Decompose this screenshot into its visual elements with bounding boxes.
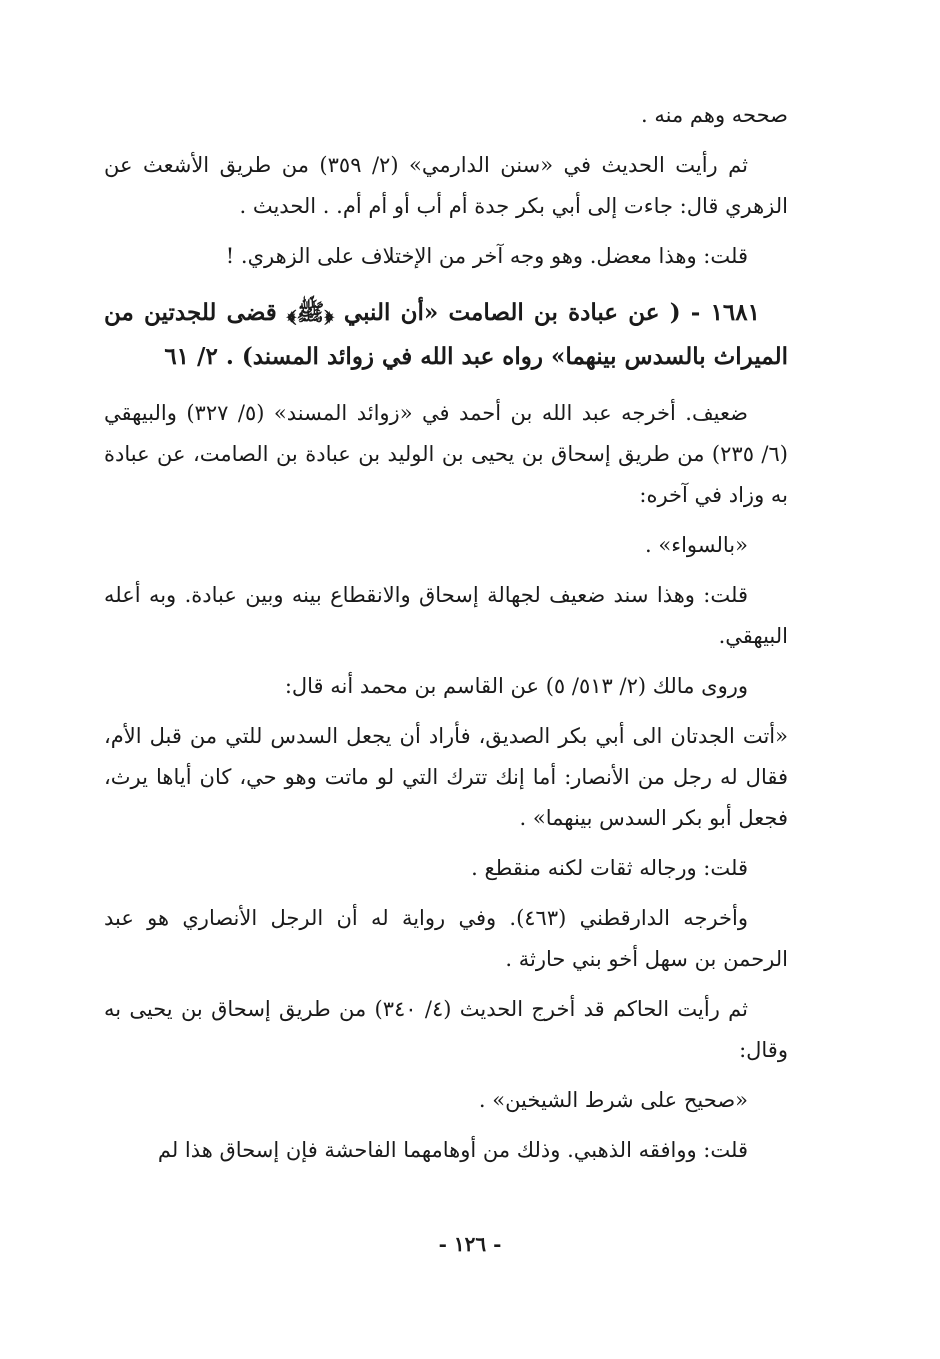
paragraph-note-dhahabi: قلت: ووافقه الذهبي. وذلك من أوهامهما الفاحشة فإن إسحاق هذا لم <box>157 1138 748 1162</box>
paragraph-quote-sahih: «صحيح على شرط الشيخين» . <box>478 1088 748 1112</box>
paragraph-daraqutni: وأخرجه الدارقطني (٤٦٣). وفي رواية له أن الرجل الأنصاري هو عبد الرحمن بن سهل أخو بني حارثة . <box>104 906 788 971</box>
paragraph-hakim: ثم رأيت الحاكم قد أخرج الحديث (٤/ ٣٤٠) من طريق إسحاق بن يحيى به وقال: <box>104 997 788 1062</box>
paragraph-quote-grandmothers: «أتت الجدتان الى أبي بكر الصديق، فأراد أن يجعل السدس للتي من قبل الأم، فقال له رجل من الأنصار: أما إنك تترك التي لو ماتت وهو حي، كان أياها يرث، فجعل أبو بكر السدس بينهما» . <box>104 724 788 830</box>
paragraph-note-munqati: قلت: ورجاله ثقات لكنه منقطع . <box>471 856 748 880</box>
paragraph-continuation: صححه وهم منه . <box>641 103 788 127</box>
paragraph-note-weak-chain: قلت: وهذا سند ضعيف لجهالة إسحاق والانقطاع بينه وبين عبادة. وبه أعله البيهقي. <box>104 583 788 648</box>
paragraph-darimi: ثم رأيت الحديث في «سنن الدارمي» (٢/ ٣٥٩) من طريق الأشعث عن الزهري قال: جاءت إلى أبي بكر جدة أم أب أو أم أم. . الحديث . <box>104 153 788 218</box>
paragraph-quote-bissawa: «بالسواء» . <box>645 533 748 557</box>
paragraph-malik: وروى مالك (٢/ ٥١٣/ ٥) عن القاسم بن محمد أنه قال: <box>284 674 748 698</box>
paragraph-grading: ضعيف. أخرجه عبد الله بن أحمد في «زوائد المسند» (٥/ ٣٢٧) والبيهقي (٦/ ٢٣٥) من طريق إسحاق بن يحيى بن الوليد بن عبادة بن الصامت، عن عبادة به وزاد في آخره: <box>104 401 788 507</box>
paragraph-note-muadal: قلت: وهذا معضل. وهو وجه آخر من الإختلاف على الزهري. ! <box>225 244 748 268</box>
page-body <box>104 95 788 1171</box>
page-number: - ١٢٦ - <box>438 1232 502 1256</box>
hadith-1681: ١٦٨١ - ( عن عبادة بن الصامت «أن النبي ﴿ﷺ﴾ قضى للجدتين من الميراث بالسدس بينهما» رواه عبد الله في زوائد المسند) . ٢/ ٦١ <box>104 299 788 370</box>
